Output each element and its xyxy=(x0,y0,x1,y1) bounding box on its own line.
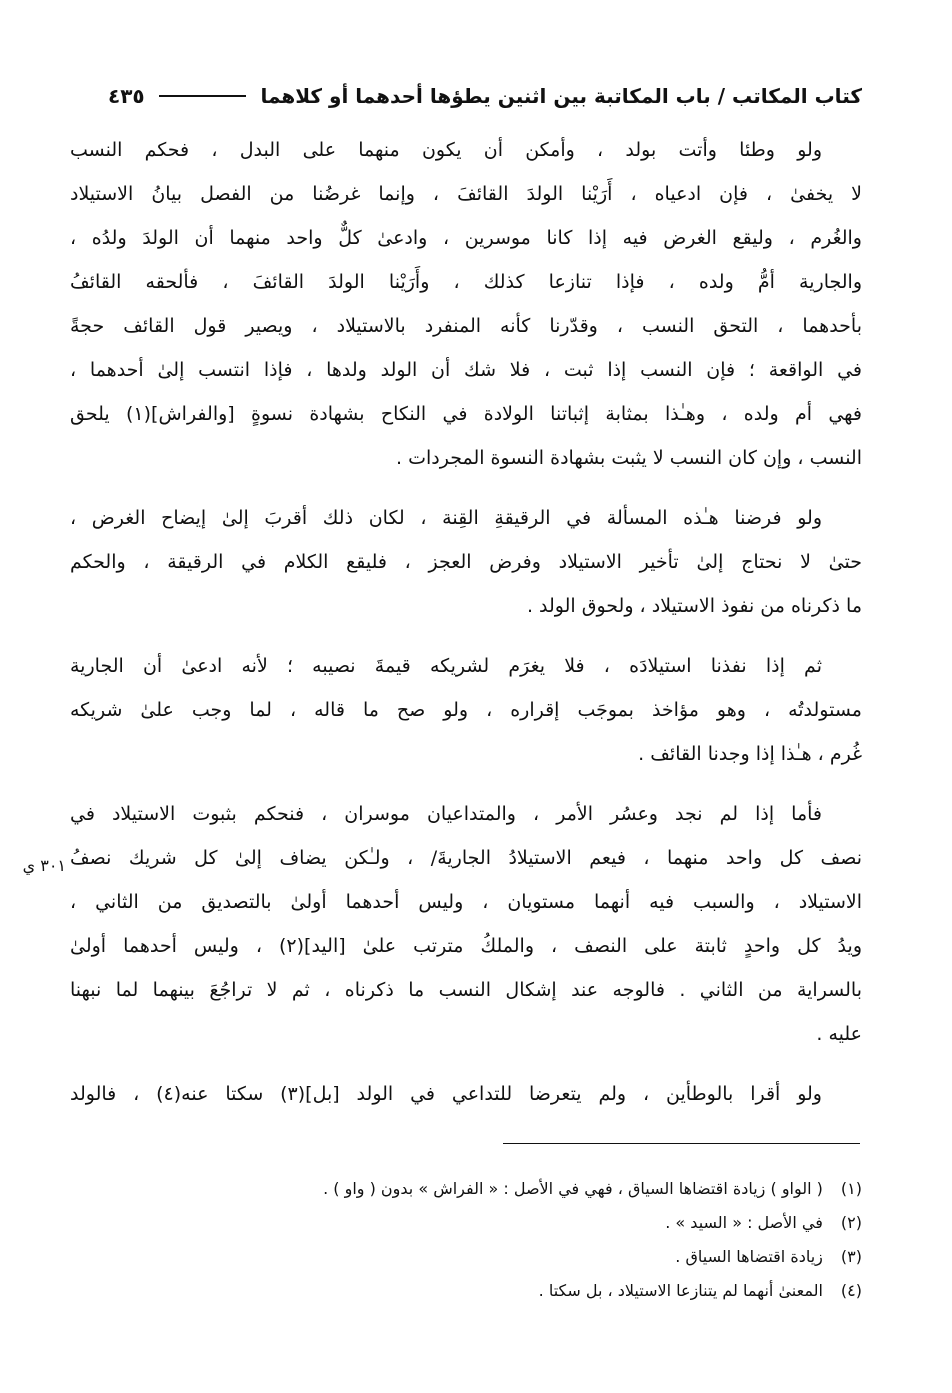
page-number: ٤٣٥ xyxy=(108,84,145,108)
footnote-number: (٤) xyxy=(840,1281,862,1300)
text-line: نصف كل واحد منهما ، فيعم الاستيلادُ الجاريةَ/ ، ولـٰكن يضاف إلىٰ كل شريك نصفُ xyxy=(70,847,862,869)
paragraph xyxy=(70,496,862,628)
text-line: النسب ، وإن كان النسب لا يثبت بشهادة النسوة المجردات . xyxy=(396,447,862,469)
footnote-text: المعنىٰ أنهما لم يتنازعا الاستيلاد ، بل سكتا . xyxy=(538,1281,823,1300)
text-line: والغُرم ، وليقع الغرض فيه إذا كانا موسرين ، وادعىٰ كلٌّ واحد منهما أن الولدَ ولدُه ، xyxy=(70,227,862,249)
text-line: الاستيلاد ، والسبب فيه أنهما مستويان ، وليس أحدهما أولىٰ بالتصديق من الثاني ، xyxy=(70,891,862,913)
footnote-number: (٣) xyxy=(840,1247,862,1266)
footnote xyxy=(70,1172,862,1206)
text-line: حتىٰ لا نحتاج إلىٰ تأخير الاستيلاد وفرض العجز ، فليقع الكلام في الرقيقة ، والحكم xyxy=(70,551,862,573)
running-header xyxy=(108,76,862,116)
footnote-separator xyxy=(503,1143,860,1144)
text-line: في الواقعة ؛ فإن النسب إذا ثبت ، فلا شك أن الولد ولدها ، فإذا انتسب إلىٰ أحدهما ، xyxy=(70,359,862,381)
footnote xyxy=(70,1240,862,1274)
footnote-number: (١) xyxy=(840,1179,862,1198)
text-line: ولو أقرا بالوطأين ، ولم يتعرضا للتداعي في الولد [بل](٣) سكتا عنه(٤) ، فالولد xyxy=(70,1083,822,1105)
margin-folio-note: ٣٠١ ي xyxy=(22,856,66,875)
footnote xyxy=(70,1206,862,1240)
text-line: فهي أم ولده ، وهـٰذا بمثابة إثباتنا الولادة في النكاح بشهادة نسوةٍ [والفراش](١) يلحق xyxy=(70,403,862,425)
paragraph xyxy=(70,128,862,480)
header-rule xyxy=(159,95,247,97)
text-line: ولو فرضنا هـٰذه المسألة في الرقيقةِ القِنة ، لكان ذلك أقربَ إلىٰ إيضاح الغرض ، xyxy=(70,507,822,529)
footnote-number: (٢) xyxy=(840,1213,862,1232)
text-line: ويدُ كل واحدٍ ثابتة على النصف ، والملكُ مترتب علىٰ [اليد](٢) ، وليس أحدهما أولىٰ xyxy=(70,935,862,957)
text-line: لا يخفىٰ ، فإن ادعياه ، أَرَيْنا الولدَ القائفَ ، وإنما غرضُنا من الفصل بيانُ الاستيلاد xyxy=(70,183,862,205)
main-text xyxy=(70,128,862,1132)
text-line: ولو وطئا وأتت بولد ، وأمكن أن يكون منهما على البدل ، فحكم النسب xyxy=(70,139,822,161)
text-line: ما ذكرناه من نفوذ الاستيلاد ، ولحوق الولد . xyxy=(526,595,862,617)
footnote-text: في الأصل : « السيد » . xyxy=(665,1213,823,1232)
footnote-text: ( الواو ) زيادة اقتضاها السياق ، فهي في الأصل : « الفراش » بدون ( واو ) . xyxy=(323,1179,823,1198)
footnotes xyxy=(70,1172,862,1308)
footnote xyxy=(70,1274,862,1308)
header-title: كتاب المكاتب / باب المكاتبة بين اثنين يطؤها أحدهما أو كلاهما xyxy=(260,84,862,108)
text-line: مستولدتُه ، وهو مؤاخذ بموجَب إقراره ، ولو صح ما قاله ، لما وجب علىٰ شريكه xyxy=(70,699,862,721)
text-line: بالسراية من الثاني . فالوجه عند إشكال النسب ما ذكرناه ، ثم لا تراجُعَ بينهما لما نبهنا xyxy=(70,979,862,1001)
paragraph xyxy=(70,1072,862,1116)
text-line: عليه . xyxy=(816,1023,862,1045)
text-line: بأحدهما ، التحق النسب ، وقدّرنا كأنه المنفرد بالاستيلاد ، ويصير قول القائف حجةً xyxy=(70,315,862,337)
text-line: غُرم ، هـٰذا إذا وجدنا القائف . xyxy=(638,743,862,765)
paragraph xyxy=(70,644,862,776)
text-line: فأما إذا لم نجد وعسُر الأمر ، والمتداعيان موسران ، فنحكم بثبوت الاستيلاد في xyxy=(70,803,822,825)
text-line: والجارية أمُّ ولده ، فإذا تنازعا كذلك ، وأَرَيْنا الولدَ القائفَ ، فألحقه القائفُ xyxy=(70,271,862,293)
paragraph xyxy=(70,792,862,1056)
footnote-text: زيادة اقتضاها السياق . xyxy=(675,1247,823,1266)
text-line: ثم إذا نفذنا استيلادَه ، فلا يغرَم لشريكه قيمةَ نصيبه ؛ لأنه ادعىٰ أن الجارية xyxy=(70,655,822,677)
